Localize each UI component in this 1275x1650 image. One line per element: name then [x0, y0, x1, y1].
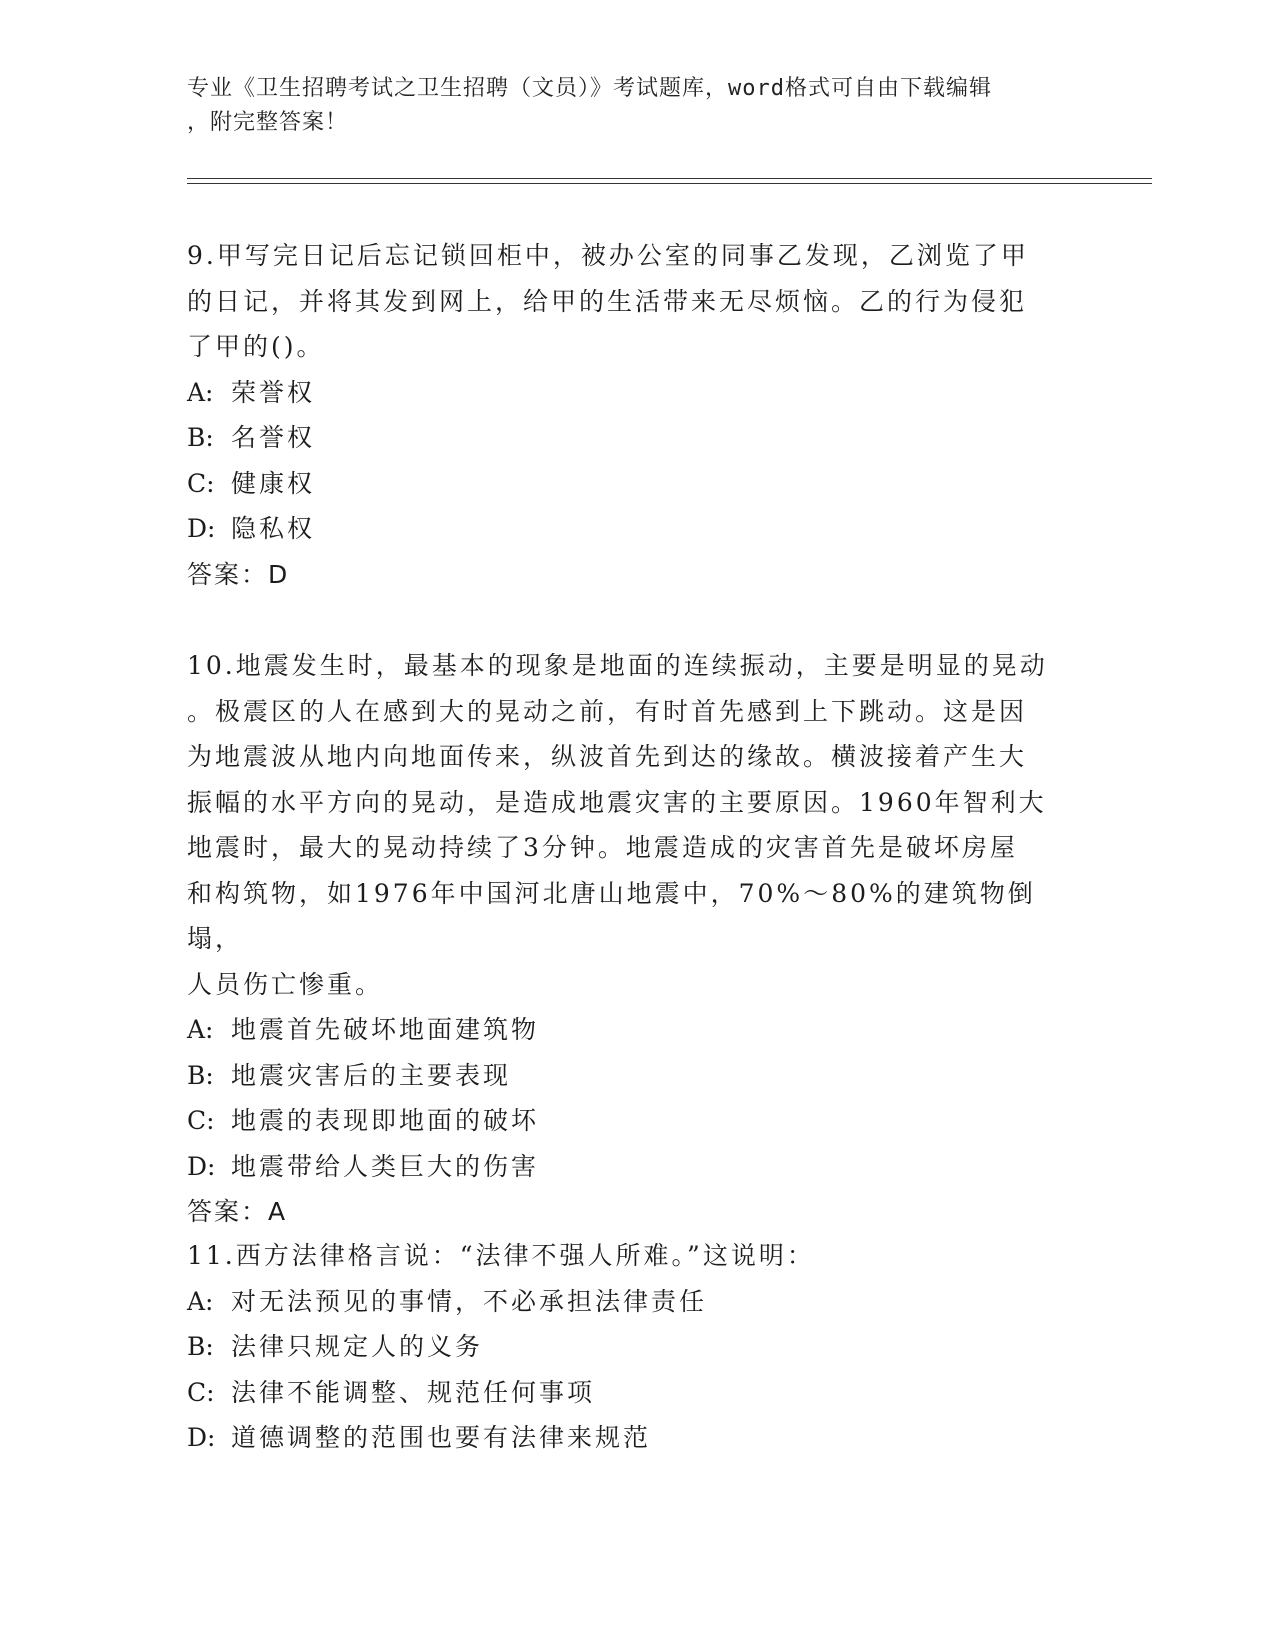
stem-line: 9.甲写完日记后忘记锁回柜中，被办公室的同事乙发现，乙浏览了甲 [187, 241, 1029, 270]
stem-line: 和构筑物，如1976年中国河北唐山地震中，70%～80%的建筑物倒塌， [187, 878, 1036, 953]
option-label: D: [187, 514, 216, 543]
question-stem [187, 233, 1067, 370]
option-d [187, 506, 1067, 552]
option-label: C: [187, 1377, 215, 1407]
option-text: 法律不能调整、规范任何事项 [231, 1377, 596, 1407]
document-header [187, 72, 1067, 140]
option-text: 名誉权 [231, 423, 316, 452]
option-b [187, 415, 1067, 461]
option-label: C: [187, 1106, 215, 1135]
question-stem [187, 643, 1067, 1007]
option-d [187, 1144, 1067, 1190]
option-text: 地震带给人类巨大的伤害 [231, 1151, 540, 1181]
header-line-2: ，附完整答案！ [187, 110, 349, 135]
stem-line: 为地震波从地内向地面传来，纵波首先到达的缘故。横波接着产生大 [187, 742, 1028, 771]
question-9 [187, 233, 1067, 597]
question-11 [187, 1233, 1067, 1461]
option-c [187, 1098, 1067, 1144]
option-text: 健康权 [231, 468, 316, 498]
stem-line: 10.地震发生时，最基本的现象是地面的连续振动，主要是明显的晃动 [187, 651, 1048, 680]
option-text: 地震的表现即地面的破坏 [231, 1106, 540, 1135]
option-a [187, 1007, 1067, 1053]
option-label: D: [187, 1423, 216, 1452]
option-label: B: [187, 1060, 214, 1090]
option-b [187, 1324, 1067, 1370]
stem-line: 的日记，并将其发到网上，给甲的生活带来无尽烦恼。乙的行为侵犯 [187, 286, 1028, 316]
option-b [187, 1053, 1067, 1099]
stem-line: 地震时，最大的晃动持续了3分钟。地震造成的灾害首先是破坏房屋 [187, 833, 1018, 862]
option-label: C: [187, 468, 215, 498]
question-10 [187, 643, 1067, 1235]
answer-line: 答案：D [187, 559, 290, 589]
option-text: 对无法预见的事情，不必承担法律责任 [231, 1286, 708, 1316]
option-label: B: [187, 1332, 214, 1361]
option-text: 法律只规定人的义务 [231, 1332, 484, 1361]
stem-line: 振幅的水平方向的晃动，是造成地震灾害的主要原因。1960年智利大 [187, 787, 1047, 817]
option-text: 荣誉权 [231, 377, 316, 407]
option-a [187, 370, 1067, 416]
option-c [187, 1370, 1067, 1416]
option-label: A: [187, 377, 214, 407]
answer-line: 答案：A [187, 1197, 288, 1226]
option-d [187, 1415, 1067, 1461]
option-label: A: [187, 1286, 214, 1316]
option-label: B: [187, 423, 214, 452]
option-a [187, 1279, 1067, 1325]
option-label: D: [187, 1151, 216, 1181]
stem-line: 11.西方法律格言说：“法律不强人所难。”这说明： [187, 1241, 815, 1270]
stem-line: 。极震区的人在感到大的晃动之前，有时首先感到上下跳动。这是因 [187, 696, 1028, 726]
header-divider [187, 178, 1152, 184]
question-stem [187, 1233, 1067, 1279]
header-line-1: 专业《卫生招聘考试之卫生招聘（文员）》考试题库，word格式可自由下载编辑 [187, 76, 992, 101]
stem-line: 了甲的()。 [187, 332, 325, 361]
option-text: 地震首先破坏地面建筑物 [231, 1015, 540, 1044]
option-label: A: [187, 1015, 214, 1044]
option-text: 道德调整的范围也要有法律来规范 [231, 1423, 652, 1452]
option-c [187, 461, 1067, 507]
option-text: 地震灾害后的主要表现 [231, 1060, 512, 1090]
option-text: 隐私权 [231, 514, 316, 543]
stem-line: 人员伤亡惨重。 [187, 969, 384, 999]
